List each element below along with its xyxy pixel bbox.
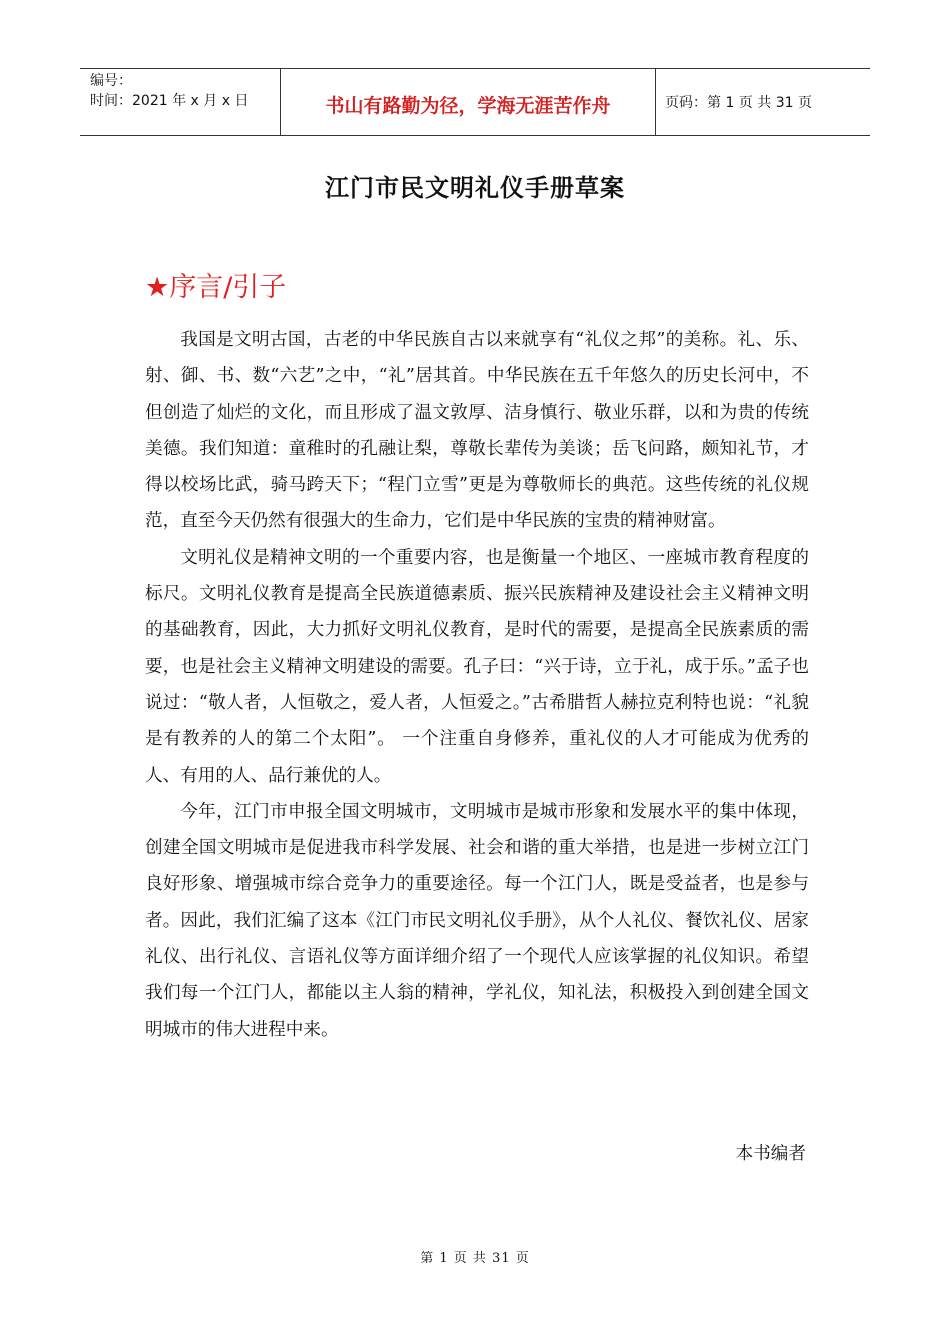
document-title: 江门市民文明礼仪手册草案 — [325, 174, 625, 202]
document-header-table — [80, 68, 870, 136]
body-paragraph: 文明礼仪是精神文明的一个重要内容，也是衡量一个地区、一座城市教育程度的标尺。文明礼仪教育是提高全民族道德素质、振兴民族精神及建设社会主义精神文明的基础教育，因此，大力抓好文明礼仪教育，是时代的需要，是提高全民族素质的需要，也是社会主义精神文明建设的需要。孔子曰：“兴于诗，立于礼，成于乐。”孟子也说过：“敬人者，人恒敬之，爱人者，人恒爱之。”古希腊哲人赫拉克利特也说：“礼貌是有教养的人的第二个太阳”。 一个注重自身修养，重礼仪的人才可能成为优秀的人、有用的人、品行兼优的人。 — [145, 547, 809, 786]
header-motto: 书山有路勤为径，学海无涯苦作舟 — [281, 69, 656, 135]
signature: 本书编者 — [735, 1144, 806, 1164]
body-paragraph: 我国是文明古国，古老的中华民族自古以来就享有“礼仪之邦”的美称。礼、乐、射、御、书、数“六艺”之中，“礼”居其首。中华民族在五千年悠久的历史长河中，不但创造了灿烂的文化，而且形成了温文敦厚、洁身慎行、敬业乐群，以和为贵的传统美德。我们知道：童稚时的孔融让梨，尊敬长辈传为美谈；岳飞问路，颇知礼节，才得以校场比武，骑马跨天下；“程门立雪”更是为尊敬师长的典范。这些传统的礼仪规范，直至今天仍然有很强大的生命力，它们是中华民族的宝贵的精神财富。 — [145, 330, 809, 532]
header-number-label: 编号： — [90, 73, 132, 89]
document-body — [145, 322, 809, 1048]
header-meta-cell — [80, 69, 281, 135]
section-heading: ★序言/引子 — [145, 272, 287, 303]
page-footer: 第 1 页 共 31 页 — [420, 1251, 530, 1266]
header-time-label: 时间：2021 年 x 月 x 日 — [90, 93, 249, 109]
header-page-info: 页码：第 1 页 共 31 页 — [665, 95, 812, 111]
body-paragraph: 今年，江门市申报全国文明城市，文明城市是城市形象和发展水平的集中体现，创建全国文明城市是促进我市科学发展、社会和谐的重大举措，也是进一步树立江门良好形象、增强城市综合竞争力的重要途径。每一个江门人，既是受益者，也是参与者。因此，我们汇编了这本《江门市民文明礼仪手册》，从个人礼仪、餐饮礼仪、居家礼仪、出行礼仪、言语礼仪等方面详细介绍了一个现代人应该掌握的礼仪知识。希望我们每一个江门人，都能以主人翁的精神，学礼仪，知礼法，积极投入到创建全国文明城市的伟大进程中来。 — [145, 801, 809, 1040]
